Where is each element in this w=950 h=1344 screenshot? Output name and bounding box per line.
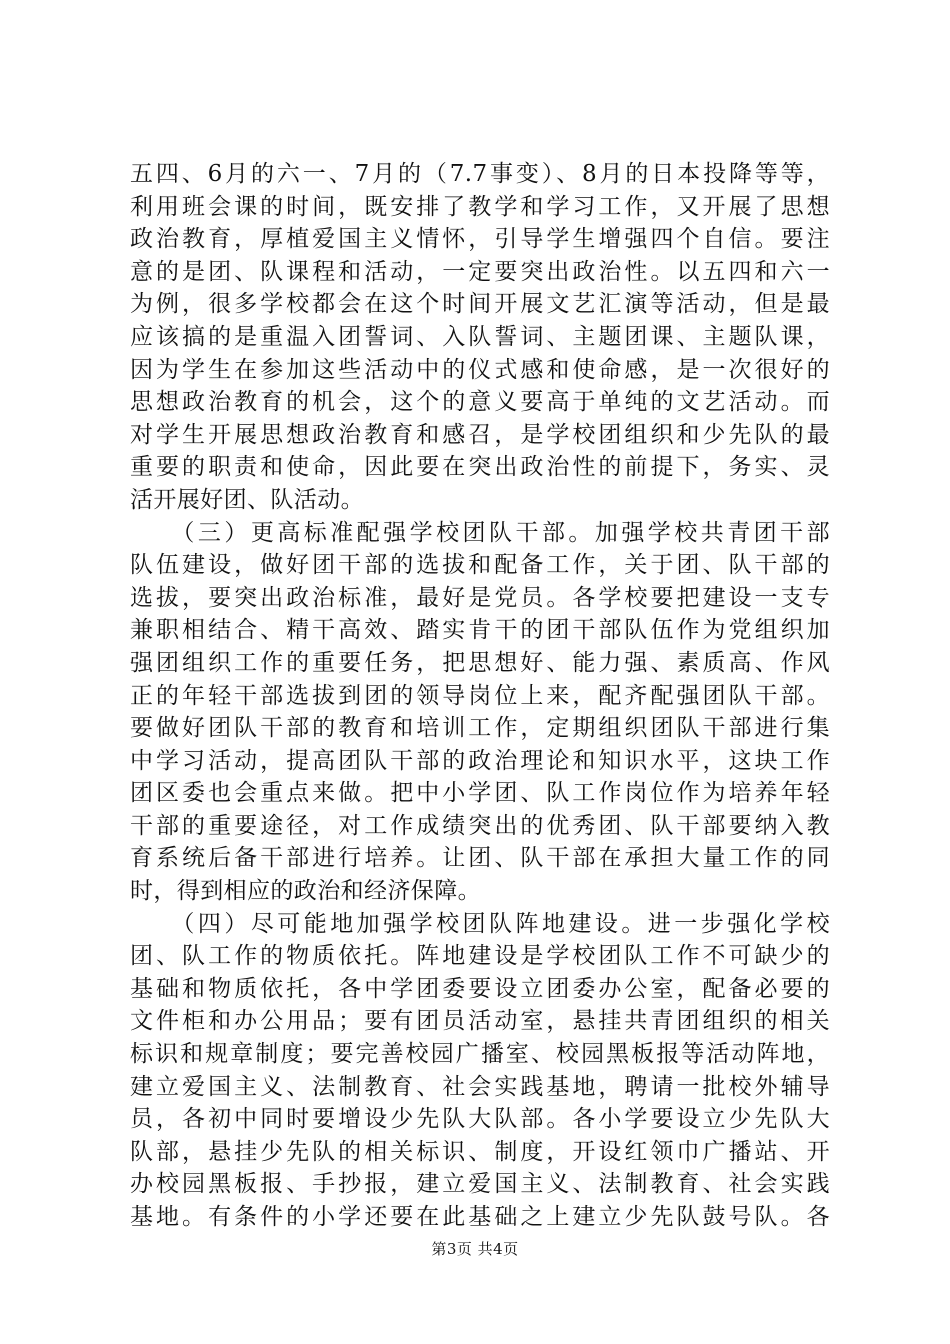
text-line: 对学生开展思想政治教育和感召，是学校团组织和少先队的最 xyxy=(130,421,830,448)
text-line: 团区委也会重点来做。把中小学团、队工作岗位作为培养年轻 xyxy=(130,780,830,807)
text-line: 基地。有条件的小学还要在此基础之上建立少先队鼓号队。各 xyxy=(130,1204,830,1230)
text-line: 政治教育，厚植爱国主义情怀，引导学生增强四个自信。要注 xyxy=(130,226,830,253)
text-line: 五四、6月的六一、7月的（7.7事变）、8月的日本投降等等， xyxy=(130,161,830,187)
text-line: 正的年轻干部选拔到团的领导岗位上来，配齐配强团队干部。 xyxy=(130,682,830,709)
text-line: 基础和物质依托，各中学团委要设立团委办公室，配备必要的 xyxy=(130,975,830,1002)
text-line: （四）尽可能地加强学校团队阵地建设。进一步强化学校 xyxy=(130,910,830,937)
text-line: 重要的职责和使命，因此要在突出政治性的前提下，务实、灵 xyxy=(130,454,830,481)
text-line: 团、队工作的物质依托。阵地建设是学校团队工作不可缺少的 xyxy=(130,943,830,970)
page-footer: 第3页 共4页 xyxy=(431,1240,519,1258)
text-line: 办校园黑板报、手抄报，建立爱国主义、法制教育、社会实践 xyxy=(130,1171,830,1198)
text-line: 员，各初中同时要增设少先队大队部。各小学要设立少先队大 xyxy=(130,1106,830,1133)
text-line: 文件柜和办公用品；要有团员活动室，悬挂共青团组织的相关 xyxy=(130,1008,830,1035)
text-line: 要做好团队干部的教育和培训工作，定期组织团队干部进行集 xyxy=(130,715,830,742)
text-line: 思想政治教育的机会，这个的意义要高于单纯的文艺活动。而 xyxy=(130,389,830,416)
text-line: 建立爱国主义、法制教育、社会实践基地，聘请一批校外辅导 xyxy=(130,1073,830,1100)
text-line: 标识和规章制度；要完善校园广播室、校园黑板报等活动阵地， xyxy=(130,1041,830,1068)
text-line: 育系统后备干部进行培养。让团、队干部在承担大量工作的同 xyxy=(130,845,830,872)
text-line: 中学习活动，提高团队干部的政治理论和知识水平，这块工作 xyxy=(130,747,830,774)
text-line: 干部的重要途径，对工作成绩突出的优秀团、队干部要纳入教 xyxy=(130,812,830,839)
text-line: 强团组织工作的重要任务，把思想好、能力强、素质高、作风 xyxy=(130,649,830,676)
text-line: 时，得到相应的政治和经济保障。 xyxy=(130,878,481,905)
text-line: 为例，很多学校都会在这个时间开展文艺汇演等活动，但是最 xyxy=(130,291,830,318)
text-line: 应该搞的是重温入团誓词、入队誓词、主题团课、主题队课， xyxy=(130,323,830,350)
text-line: 利用班会课的时间，既安排了教学和学习工作，又开展了思想 xyxy=(130,193,830,220)
text-line: （三）更高标准配强学校团队干部。加强学校共青团干部 xyxy=(130,519,830,546)
text-line: 意的是团、队课程和活动，一定要突出政治性。以五四和六一 xyxy=(130,258,830,285)
text-line: 队伍建设，做好团干部的选拔和配备工作，关于团、队干部的 xyxy=(130,552,830,579)
text-line: 选拔，要突出政治标准，最好是党员。各学校要把建设一支专 xyxy=(130,584,830,611)
text-line: 队部，悬挂少先队的相关标识、制度，开设红领巾广播站、开 xyxy=(130,1138,830,1165)
text-line: 因为学生在参加这些活动中的仪式感和使命感，是一次很好的 xyxy=(130,356,830,383)
text-line: 活开展好团、队活动。 xyxy=(130,486,364,513)
document-body xyxy=(130,158,830,1234)
text-line: 兼职相结合、精干高效、踏实肯干的团干部队伍作为党组织加 xyxy=(130,617,830,644)
